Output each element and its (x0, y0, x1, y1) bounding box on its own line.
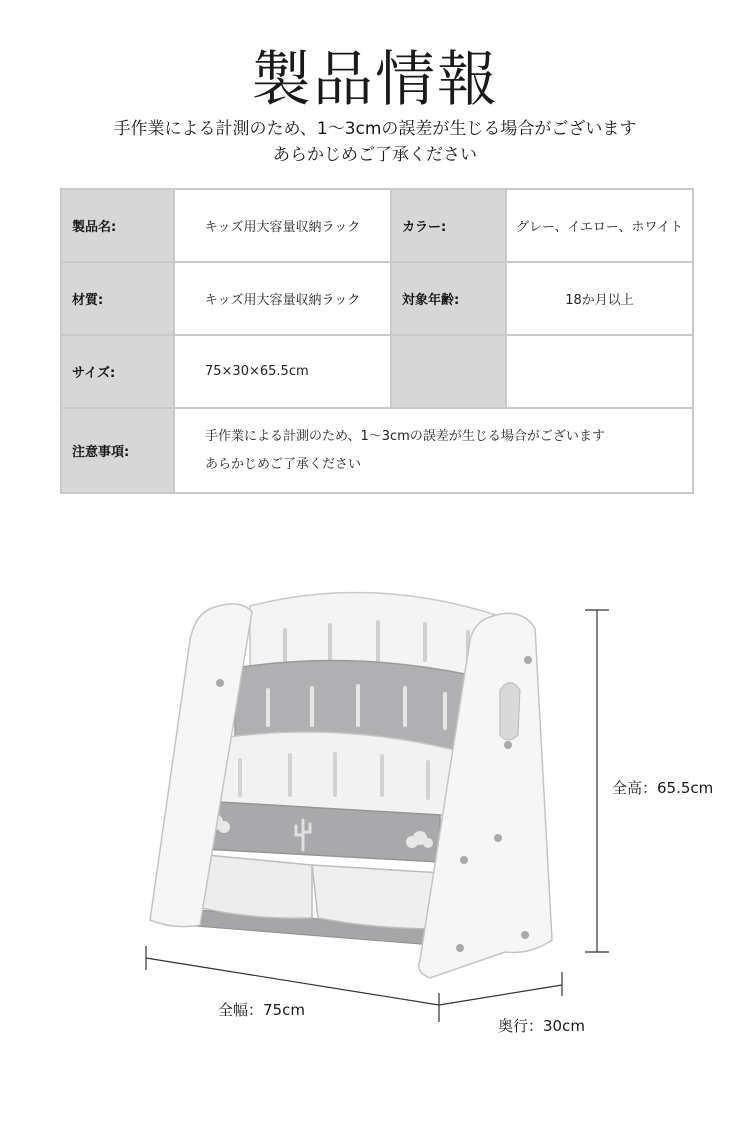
empty-label-cell (391, 335, 506, 408)
note-value (174, 408, 693, 493)
page-title: 製品情報 (251, 45, 499, 115)
spec-table (60, 188, 694, 494)
table-row (61, 335, 693, 408)
size-label: サイズ: (61, 335, 174, 408)
age-value: 18か月以上 (506, 262, 693, 335)
color-value: グレー、イエロー、ホワイト (506, 189, 693, 262)
size-value: 75×30×65.5cm (174, 335, 391, 408)
width-dimension-label: 全幅：75cm (218, 1001, 305, 1019)
note-label: 注意事項: (61, 408, 174, 493)
product-name-label: 製品名: (61, 189, 174, 262)
age-label: 対象年齢: (391, 262, 506, 335)
subtitle-line-1: 手作業による計測のため、1〜3cmの誤差が生じる場合がございます (113, 119, 637, 139)
color-label: カラー: (391, 189, 506, 262)
product-illustration (0, 560, 750, 1060)
front-white-panel (208, 732, 455, 815)
note-line-1: 手作業による計測のため、1〜3cmの誤差が生じる場合がございます (205, 428, 605, 444)
depth-dimension-label: 奥行：30cm (498, 1017, 585, 1035)
note-line-2: あらかじめご了承ください (205, 456, 362, 472)
height-dimension-label: 全高：65.5cm (612, 779, 714, 797)
table-row (61, 262, 693, 335)
material-value: キッズ用大容量収納ラック (174, 262, 391, 335)
height-dimension-line (585, 610, 609, 952)
subtitle-line-2: あらかじめご了承ください (273, 145, 477, 165)
table-row (61, 189, 693, 262)
right-frame-handle (500, 683, 520, 741)
product-name-value: キッズ用大容量収納ラック (174, 189, 391, 262)
table-row (61, 408, 693, 493)
depth-dimension-line (439, 972, 562, 1005)
subtitle (0, 116, 750, 168)
empty-value-cell (506, 335, 693, 408)
material-label: 材質: (61, 262, 174, 335)
